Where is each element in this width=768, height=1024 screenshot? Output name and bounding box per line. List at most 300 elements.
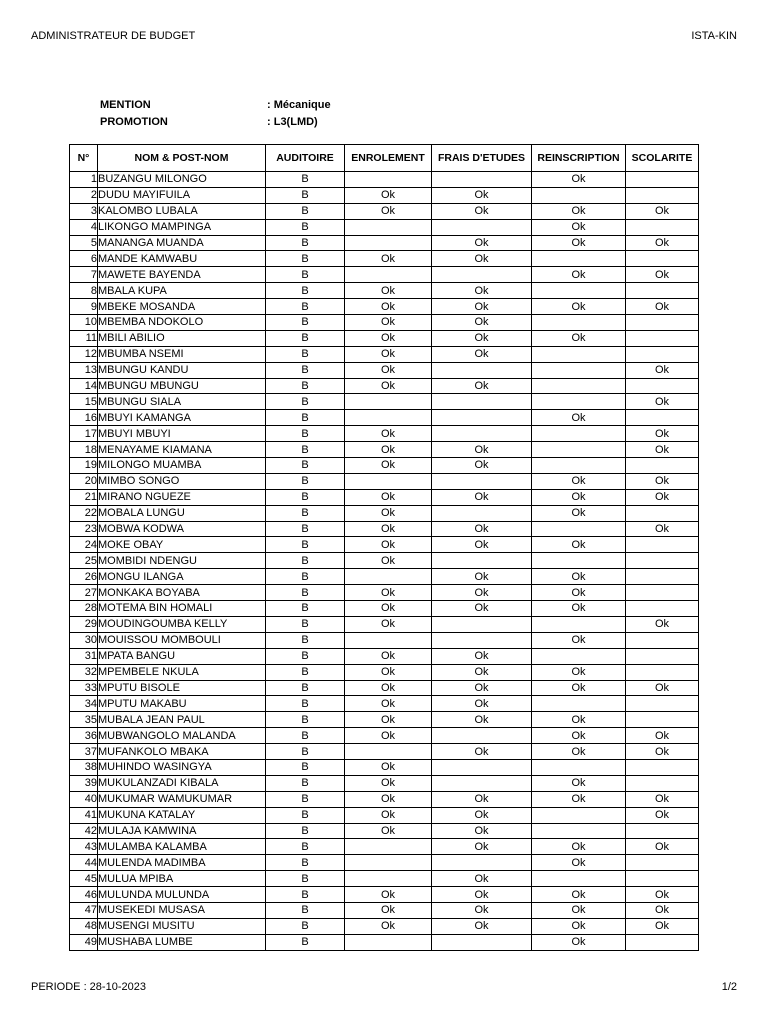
cell-name: MOTEMA BIN HOMALI bbox=[98, 601, 266, 617]
cell-number: 17 bbox=[70, 426, 98, 442]
table-row bbox=[70, 871, 699, 887]
cell-enrolement: Ok bbox=[345, 378, 432, 394]
table-row bbox=[70, 315, 699, 331]
cell-scolarite: Ok bbox=[626, 902, 699, 918]
col-header-name: NOM & POST-NOM bbox=[98, 145, 266, 172]
cell-enrolement: Ok bbox=[345, 664, 432, 680]
header-institution: ISTA-KIN bbox=[691, 30, 737, 42]
table-row bbox=[70, 521, 699, 537]
cell-scolarite bbox=[626, 172, 699, 188]
cell-auditoire: B bbox=[266, 315, 345, 331]
cell-name: MIMBO SONGO bbox=[98, 473, 266, 489]
cell-frais-etudes: Ok bbox=[432, 744, 532, 760]
cell-scolarite bbox=[626, 315, 699, 331]
cell-auditoire: B bbox=[266, 728, 345, 744]
cell-name: MBEMBA NDOKOLO bbox=[98, 315, 266, 331]
cell-number: 34 bbox=[70, 696, 98, 712]
cell-auditoire: B bbox=[266, 410, 345, 426]
cell-enrolement: Ok bbox=[345, 712, 432, 728]
cell-scolarite: Ok bbox=[626, 473, 699, 489]
cell-auditoire: B bbox=[266, 902, 345, 918]
cell-frais-etudes bbox=[432, 759, 532, 775]
cell-frais-etudes: Ok bbox=[432, 187, 532, 203]
cell-number: 1 bbox=[70, 172, 98, 188]
cell-number: 48 bbox=[70, 918, 98, 934]
cell-number: 11 bbox=[70, 330, 98, 346]
cell-name: MOBWA KODWA bbox=[98, 521, 266, 537]
cell-reinscription bbox=[532, 823, 626, 839]
cell-frais-etudes: Ok bbox=[432, 601, 532, 617]
cell-enrolement: Ok bbox=[345, 521, 432, 537]
table-row bbox=[70, 775, 699, 791]
cell-enrolement: Ok bbox=[345, 187, 432, 203]
cell-number: 40 bbox=[70, 791, 98, 807]
cell-auditoire: B bbox=[266, 505, 345, 521]
cell-scolarite: Ok bbox=[626, 235, 699, 251]
cell-reinscription bbox=[532, 648, 626, 664]
cell-reinscription: Ok bbox=[532, 775, 626, 791]
cell-auditoire: B bbox=[266, 394, 345, 410]
cell-enrolement: Ok bbox=[345, 299, 432, 315]
cell-scolarite bbox=[626, 775, 699, 791]
cell-enrolement bbox=[345, 219, 432, 235]
cell-scolarite bbox=[626, 871, 699, 887]
cell-enrolement: Ok bbox=[345, 362, 432, 378]
cell-name: MBUNGU MBUNGU bbox=[98, 378, 266, 394]
table-row bbox=[70, 410, 699, 426]
cell-name: MULUA MPIBA bbox=[98, 871, 266, 887]
cell-scolarite bbox=[626, 712, 699, 728]
cell-reinscription: Ok bbox=[532, 902, 626, 918]
cell-reinscription: Ok bbox=[532, 235, 626, 251]
table-row bbox=[70, 505, 699, 521]
cell-number: 28 bbox=[70, 601, 98, 617]
cell-frais-etudes bbox=[432, 553, 532, 569]
cell-auditoire: B bbox=[266, 251, 345, 267]
cell-reinscription bbox=[532, 458, 626, 474]
cell-reinscription bbox=[532, 442, 626, 458]
cell-scolarite bbox=[626, 855, 699, 871]
cell-scolarite bbox=[626, 537, 699, 553]
cell-reinscription: Ok bbox=[532, 505, 626, 521]
cell-scolarite bbox=[626, 251, 699, 267]
cell-name: BUZANGU MILONGO bbox=[98, 172, 266, 188]
cell-enrolement: Ok bbox=[345, 696, 432, 712]
table-row bbox=[70, 219, 699, 235]
cell-scolarite: Ok bbox=[626, 728, 699, 744]
table-row bbox=[70, 187, 699, 203]
cell-auditoire: B bbox=[266, 839, 345, 855]
cell-auditoire: B bbox=[266, 680, 345, 696]
cell-scolarite bbox=[626, 458, 699, 474]
cell-enrolement bbox=[345, 632, 432, 648]
cell-frais-etudes bbox=[432, 775, 532, 791]
cell-number: 33 bbox=[70, 680, 98, 696]
cell-reinscription bbox=[532, 315, 626, 331]
cell-enrolement: Ok bbox=[345, 489, 432, 505]
cell-reinscription: Ok bbox=[532, 330, 626, 346]
cell-enrolement: Ok bbox=[345, 346, 432, 362]
cell-name: MULUNDA MULUNDA bbox=[98, 887, 266, 903]
cell-auditoire: B bbox=[266, 887, 345, 903]
cell-name: MOUDINGOUMBA KELLY bbox=[98, 616, 266, 632]
cell-frais-etudes: Ok bbox=[432, 807, 532, 823]
cell-scolarite bbox=[626, 585, 699, 601]
cell-frais-etudes bbox=[432, 219, 532, 235]
cell-scolarite: Ok bbox=[626, 362, 699, 378]
header-title: ADMINISTRATEUR DE BUDGET bbox=[31, 30, 196, 42]
cell-scolarite bbox=[626, 283, 699, 299]
students-table bbox=[69, 144, 699, 951]
cell-reinscription: Ok bbox=[532, 744, 626, 760]
cell-scolarite: Ok bbox=[626, 839, 699, 855]
cell-number: 25 bbox=[70, 553, 98, 569]
cell-reinscription bbox=[532, 759, 626, 775]
cell-name: MUSENGI MUSITU bbox=[98, 918, 266, 934]
cell-number: 6 bbox=[70, 251, 98, 267]
promotion-value: : L3(LMD) bbox=[267, 116, 318, 128]
cell-name: MILONGO MUAMBA bbox=[98, 458, 266, 474]
cell-scolarite: Ok bbox=[626, 426, 699, 442]
cell-reinscription bbox=[532, 378, 626, 394]
mention-value: : Mécanique bbox=[267, 99, 331, 111]
cell-number: 32 bbox=[70, 664, 98, 680]
cell-auditoire: B bbox=[266, 172, 345, 188]
cell-enrolement: Ok bbox=[345, 537, 432, 553]
cell-auditoire: B bbox=[266, 458, 345, 474]
cell-auditoire: B bbox=[266, 537, 345, 553]
cell-number: 5 bbox=[70, 235, 98, 251]
table-row bbox=[70, 759, 699, 775]
cell-enrolement: Ok bbox=[345, 648, 432, 664]
cell-frais-etudes: Ok bbox=[432, 871, 532, 887]
cell-reinscription bbox=[532, 616, 626, 632]
cell-auditoire: B bbox=[266, 648, 345, 664]
table-row bbox=[70, 283, 699, 299]
cell-scolarite: Ok bbox=[626, 267, 699, 283]
table-row bbox=[70, 299, 699, 315]
cell-auditoire: B bbox=[266, 267, 345, 283]
cell-enrolement bbox=[345, 569, 432, 585]
cell-name: LIKONGO MAMPINGA bbox=[98, 219, 266, 235]
cell-reinscription bbox=[532, 362, 626, 378]
cell-auditoire: B bbox=[266, 346, 345, 362]
cell-enrolement: Ok bbox=[345, 887, 432, 903]
cell-frais-etudes: Ok bbox=[432, 680, 532, 696]
cell-number: 18 bbox=[70, 442, 98, 458]
cell-auditoire: B bbox=[266, 426, 345, 442]
cell-enrolement bbox=[345, 473, 432, 489]
table-row bbox=[70, 378, 699, 394]
cell-frais-etudes: Ok bbox=[432, 442, 532, 458]
cell-name: MULENDA MADIMBA bbox=[98, 855, 266, 871]
table-row bbox=[70, 616, 699, 632]
cell-auditoire: B bbox=[266, 553, 345, 569]
cell-enrolement: Ok bbox=[345, 775, 432, 791]
table-row bbox=[70, 791, 699, 807]
cell-auditoire: B bbox=[266, 569, 345, 585]
cell-name: MUFANKOLO MBAKA bbox=[98, 744, 266, 760]
cell-auditoire: B bbox=[266, 473, 345, 489]
table-row bbox=[70, 458, 699, 474]
cell-frais-etudes bbox=[432, 426, 532, 442]
cell-frais-etudes: Ok bbox=[432, 378, 532, 394]
footer-page-number: 1/2 bbox=[721, 981, 737, 993]
cell-number: 7 bbox=[70, 267, 98, 283]
cell-frais-etudes: Ok bbox=[432, 918, 532, 934]
cell-scolarite: Ok bbox=[626, 807, 699, 823]
cell-frais-etudes: Ok bbox=[432, 283, 532, 299]
col-header-frais-etudes: FRAIS D'ETUDES bbox=[432, 145, 532, 172]
cell-enrolement: Ok bbox=[345, 505, 432, 521]
cell-scolarite bbox=[626, 346, 699, 362]
cell-auditoire: B bbox=[266, 219, 345, 235]
cell-reinscription: Ok bbox=[532, 219, 626, 235]
cell-enrolement: Ok bbox=[345, 601, 432, 617]
cell-auditoire: B bbox=[266, 616, 345, 632]
mention-label: MENTION bbox=[100, 99, 151, 111]
cell-reinscription: Ok bbox=[532, 791, 626, 807]
cell-auditoire: B bbox=[266, 791, 345, 807]
cell-auditoire: B bbox=[266, 759, 345, 775]
cell-reinscription: Ok bbox=[532, 887, 626, 903]
cell-number: 49 bbox=[70, 934, 98, 950]
cell-reinscription: Ok bbox=[532, 410, 626, 426]
table-row bbox=[70, 918, 699, 934]
table-row bbox=[70, 648, 699, 664]
cell-scolarite: Ok bbox=[626, 394, 699, 410]
cell-number: 13 bbox=[70, 362, 98, 378]
table-row bbox=[70, 680, 699, 696]
cell-scolarite: Ok bbox=[626, 918, 699, 934]
cell-scolarite: Ok bbox=[626, 744, 699, 760]
cell-scolarite bbox=[626, 759, 699, 775]
cell-enrolement: Ok bbox=[345, 585, 432, 601]
cell-auditoire: B bbox=[266, 203, 345, 219]
cell-reinscription bbox=[532, 553, 626, 569]
cell-frais-etudes bbox=[432, 728, 532, 744]
cell-reinscription bbox=[532, 807, 626, 823]
cell-auditoire: B bbox=[266, 489, 345, 505]
cell-name: MANANGA MUANDA bbox=[98, 235, 266, 251]
cell-auditoire: B bbox=[266, 378, 345, 394]
cell-number: 29 bbox=[70, 616, 98, 632]
cell-auditoire: B bbox=[266, 775, 345, 791]
cell-number: 37 bbox=[70, 744, 98, 760]
cell-enrolement bbox=[345, 934, 432, 950]
cell-auditoire: B bbox=[266, 442, 345, 458]
cell-enrolement bbox=[345, 172, 432, 188]
cell-auditoire: B bbox=[266, 823, 345, 839]
cell-auditoire: B bbox=[266, 235, 345, 251]
cell-number: 35 bbox=[70, 712, 98, 728]
cell-reinscription: Ok bbox=[532, 855, 626, 871]
cell-frais-etudes bbox=[432, 172, 532, 188]
cell-number: 4 bbox=[70, 219, 98, 235]
cell-enrolement: Ok bbox=[345, 330, 432, 346]
cell-name: MBUYI KAMANGA bbox=[98, 410, 266, 426]
table-row bbox=[70, 934, 699, 950]
table-row bbox=[70, 839, 699, 855]
cell-enrolement: Ok bbox=[345, 823, 432, 839]
cell-enrolement: Ok bbox=[345, 759, 432, 775]
cell-number: 23 bbox=[70, 521, 98, 537]
cell-auditoire: B bbox=[266, 807, 345, 823]
cell-enrolement: Ok bbox=[345, 283, 432, 299]
table-row bbox=[70, 473, 699, 489]
cell-auditoire: B bbox=[266, 744, 345, 760]
table-row bbox=[70, 537, 699, 553]
cell-scolarite bbox=[626, 378, 699, 394]
cell-reinscription bbox=[532, 346, 626, 362]
table-row bbox=[70, 489, 699, 505]
cell-frais-etudes: Ok bbox=[432, 791, 532, 807]
cell-number: 46 bbox=[70, 887, 98, 903]
cell-number: 14 bbox=[70, 378, 98, 394]
cell-reinscription: Ok bbox=[532, 203, 626, 219]
table-row bbox=[70, 823, 699, 839]
cell-name: MUKUMAR WAMUKUMAR bbox=[98, 791, 266, 807]
cell-enrolement bbox=[345, 267, 432, 283]
cell-scolarite: Ok bbox=[626, 680, 699, 696]
cell-scolarite: Ok bbox=[626, 521, 699, 537]
cell-number: 10 bbox=[70, 315, 98, 331]
col-header-scolarite: SCOLARITE bbox=[626, 145, 699, 172]
cell-scolarite bbox=[626, 219, 699, 235]
table-row bbox=[70, 902, 699, 918]
table-row bbox=[70, 569, 699, 585]
col-header-enrolement: ENROLEMENT bbox=[345, 145, 432, 172]
cell-number: 2 bbox=[70, 187, 98, 203]
table-row bbox=[70, 632, 699, 648]
table-row bbox=[70, 744, 699, 760]
cell-frais-etudes bbox=[432, 616, 532, 632]
footer-period: PERIODE : 28-10-2023 bbox=[31, 981, 146, 993]
cell-number: 9 bbox=[70, 299, 98, 315]
cell-number: 31 bbox=[70, 648, 98, 664]
cell-enrolement: Ok bbox=[345, 553, 432, 569]
col-header-auditoire: AUDITOIRE bbox=[266, 145, 345, 172]
cell-reinscription bbox=[532, 283, 626, 299]
table-row bbox=[70, 203, 699, 219]
cell-reinscription bbox=[532, 394, 626, 410]
cell-frais-etudes: Ok bbox=[432, 458, 532, 474]
cell-number: 30 bbox=[70, 632, 98, 648]
cell-auditoire: B bbox=[266, 585, 345, 601]
cell-frais-etudes: Ok bbox=[432, 839, 532, 855]
cell-scolarite bbox=[626, 187, 699, 203]
cell-frais-etudes: Ok bbox=[432, 315, 532, 331]
cell-reinscription: Ok bbox=[532, 537, 626, 553]
cell-number: 22 bbox=[70, 505, 98, 521]
cell-enrolement: Ok bbox=[345, 203, 432, 219]
cell-number: 42 bbox=[70, 823, 98, 839]
cell-auditoire: B bbox=[266, 918, 345, 934]
cell-name: MUKUNA KATALAY bbox=[98, 807, 266, 823]
cell-number: 41 bbox=[70, 807, 98, 823]
cell-enrolement bbox=[345, 855, 432, 871]
cell-frais-etudes: Ok bbox=[432, 203, 532, 219]
cell-frais-etudes: Ok bbox=[432, 537, 532, 553]
table-row bbox=[70, 172, 699, 188]
cell-reinscription: Ok bbox=[532, 712, 626, 728]
cell-enrolement bbox=[345, 744, 432, 760]
cell-number: 26 bbox=[70, 569, 98, 585]
cell-auditoire: B bbox=[266, 521, 345, 537]
cell-name: MAWETE BAYENDA bbox=[98, 267, 266, 283]
cell-frais-etudes bbox=[432, 410, 532, 426]
cell-number: 38 bbox=[70, 759, 98, 775]
cell-frais-etudes bbox=[432, 394, 532, 410]
cell-name: MUSEKEDI MUSASA bbox=[98, 902, 266, 918]
cell-scolarite bbox=[626, 553, 699, 569]
cell-name: MPUTU MAKABU bbox=[98, 696, 266, 712]
cell-auditoire: B bbox=[266, 187, 345, 203]
cell-enrolement: Ok bbox=[345, 315, 432, 331]
cell-enrolement: Ok bbox=[345, 807, 432, 823]
cell-frais-etudes: Ok bbox=[432, 902, 532, 918]
cell-number: 20 bbox=[70, 473, 98, 489]
cell-frais-etudes bbox=[432, 267, 532, 283]
table-row bbox=[70, 267, 699, 283]
cell-reinscription: Ok bbox=[532, 585, 626, 601]
cell-enrolement: Ok bbox=[345, 918, 432, 934]
cell-number: 15 bbox=[70, 394, 98, 410]
table-row bbox=[70, 553, 699, 569]
cell-name: MULAJA KAMWINA bbox=[98, 823, 266, 839]
cell-number: 47 bbox=[70, 902, 98, 918]
cell-name: MOUISSOU MOMBOULI bbox=[98, 632, 266, 648]
cell-enrolement: Ok bbox=[345, 791, 432, 807]
cell-scolarite: Ok bbox=[626, 887, 699, 903]
cell-reinscription bbox=[532, 426, 626, 442]
cell-name: MUBWANGOLO MALANDA bbox=[98, 728, 266, 744]
cell-auditoire: B bbox=[266, 632, 345, 648]
cell-reinscription: Ok bbox=[532, 918, 626, 934]
col-header-number: N° bbox=[70, 145, 98, 172]
cell-frais-etudes bbox=[432, 473, 532, 489]
cell-number: 12 bbox=[70, 346, 98, 362]
cell-frais-etudes: Ok bbox=[432, 696, 532, 712]
cell-name: KALOMBO LUBALA bbox=[98, 203, 266, 219]
cell-auditoire: B bbox=[266, 934, 345, 950]
cell-frais-etudes: Ok bbox=[432, 330, 532, 346]
cell-enrolement bbox=[345, 839, 432, 855]
cell-name: MENAYAME KIAMANA bbox=[98, 442, 266, 458]
cell-reinscription: Ok bbox=[532, 680, 626, 696]
cell-frais-etudes: Ok bbox=[432, 823, 532, 839]
cell-enrolement: Ok bbox=[345, 442, 432, 458]
cell-reinscription: Ok bbox=[532, 934, 626, 950]
cell-reinscription: Ok bbox=[532, 267, 626, 283]
cell-number: 24 bbox=[70, 537, 98, 553]
cell-name: MPATA BANGU bbox=[98, 648, 266, 664]
table-row bbox=[70, 251, 699, 267]
cell-reinscription: Ok bbox=[532, 839, 626, 855]
cell-frais-etudes: Ok bbox=[432, 648, 532, 664]
cell-enrolement: Ok bbox=[345, 616, 432, 632]
cell-auditoire: B bbox=[266, 712, 345, 728]
table-row bbox=[70, 696, 699, 712]
table-row bbox=[70, 807, 699, 823]
cell-enrolement bbox=[345, 410, 432, 426]
cell-frais-etudes bbox=[432, 934, 532, 950]
cell-frais-etudes: Ok bbox=[432, 489, 532, 505]
table-row bbox=[70, 712, 699, 728]
cell-name: MUHINDO WASINGYA bbox=[98, 759, 266, 775]
cell-name: MOKE OBAY bbox=[98, 537, 266, 553]
cell-name: MBUNGU SIALA bbox=[98, 394, 266, 410]
